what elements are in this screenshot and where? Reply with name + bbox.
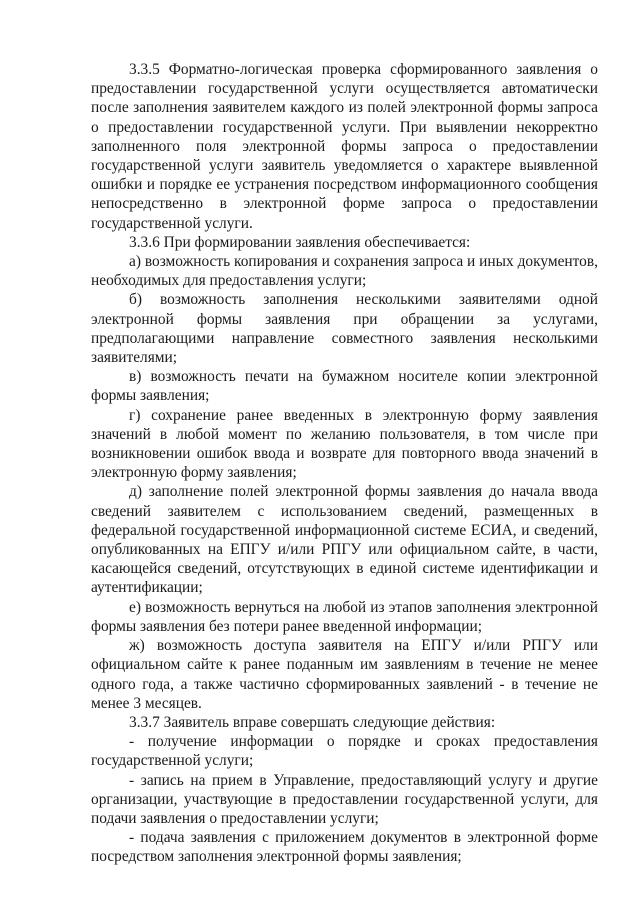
list-item-d: д) заполнение полей электронной формы заявления до начала ввода сведений заявителем с использованием сведений, размещенных в федеральной государственной информационной системе ЕСИА, и сведений, опубликованных на ЕПГУ и/или РПГУ или официальном сайте, в части, касающейся сведений, отсутствующих в единой системе идентификации и аутентификации;: [91, 483, 598, 597]
dash-item-info: - получение информации о порядке и сроках предоставления государственной услуги;: [91, 733, 598, 770]
dash-item-submission: - подача заявления с приложением документов в электронной форме посредством заполнения электронной формы заявления;: [91, 829, 598, 866]
list-item-v: в) возможность печати на бумажном носителе копии электронной формы заявления;: [91, 368, 598, 405]
list-item-b: б) возможность заполнения несколькими заявителями одной электронной формы заявления при обращении за услугами, предполагающими направление совместного заявления несколькими заявителями;: [91, 291, 598, 367]
paragraph-3-3-7-heading: 3.3.7 Заявитель вправе совершать следующие действия:: [129, 713, 496, 731]
document-page: [91, 60, 598, 867]
list-item-g: г) сохранение ранее введенных в электронную форму заявления значений в любой момент по желанию пользователя, в том числе при возникновении ошибок ввода и возврате для повторного ввода значений в электронную форму заявления;: [91, 406, 598, 482]
dash-item-appointment: - запись на прием в Управление, предоставляющий услугу и другие организации, участвующие в предоставлении государственной услуги, для подачи заявления о предоставлении услуги;: [91, 771, 598, 827]
list-item-e: е) возможность вернуться на любой из этапов заполнения электронной формы заявления без потери ранее введенной информации;: [91, 598, 598, 635]
paragraph-3-3-5: 3.3.5 Форматно-логическая проверка сформированного заявления о предоставлении государственной услуги осуществляется автоматически после заполнения заявителем каждого из полей электронной формы запроса о предоставлении государственной услуги. При выявлении некорректно заполненного поля электронной формы запроса о предоставлении государственной услуги заявитель уведомляется о характере выявленной ошибки и порядке ее устранения посредством информационного сообщения непосредственно в электронной форме запроса о предоставлении государственной услуги.: [91, 61, 598, 232]
paragraph-3-3-6-heading: 3.3.6 При формировании заявления обеспечивается:: [129, 233, 471, 251]
list-item-zh: ж) возможность доступа заявителя на ЕПГУ и/или РПГУ или официальном сайте к ранее поданным им заявлениям в течение не менее одного года, а также частично сформированных заявлений - в течение не менее 3 месяцев.: [91, 637, 598, 712]
list-item-a: а) возможность копирования и сохранения запроса и иных документов, необходимых для предоставления услуги;: [91, 253, 598, 290]
